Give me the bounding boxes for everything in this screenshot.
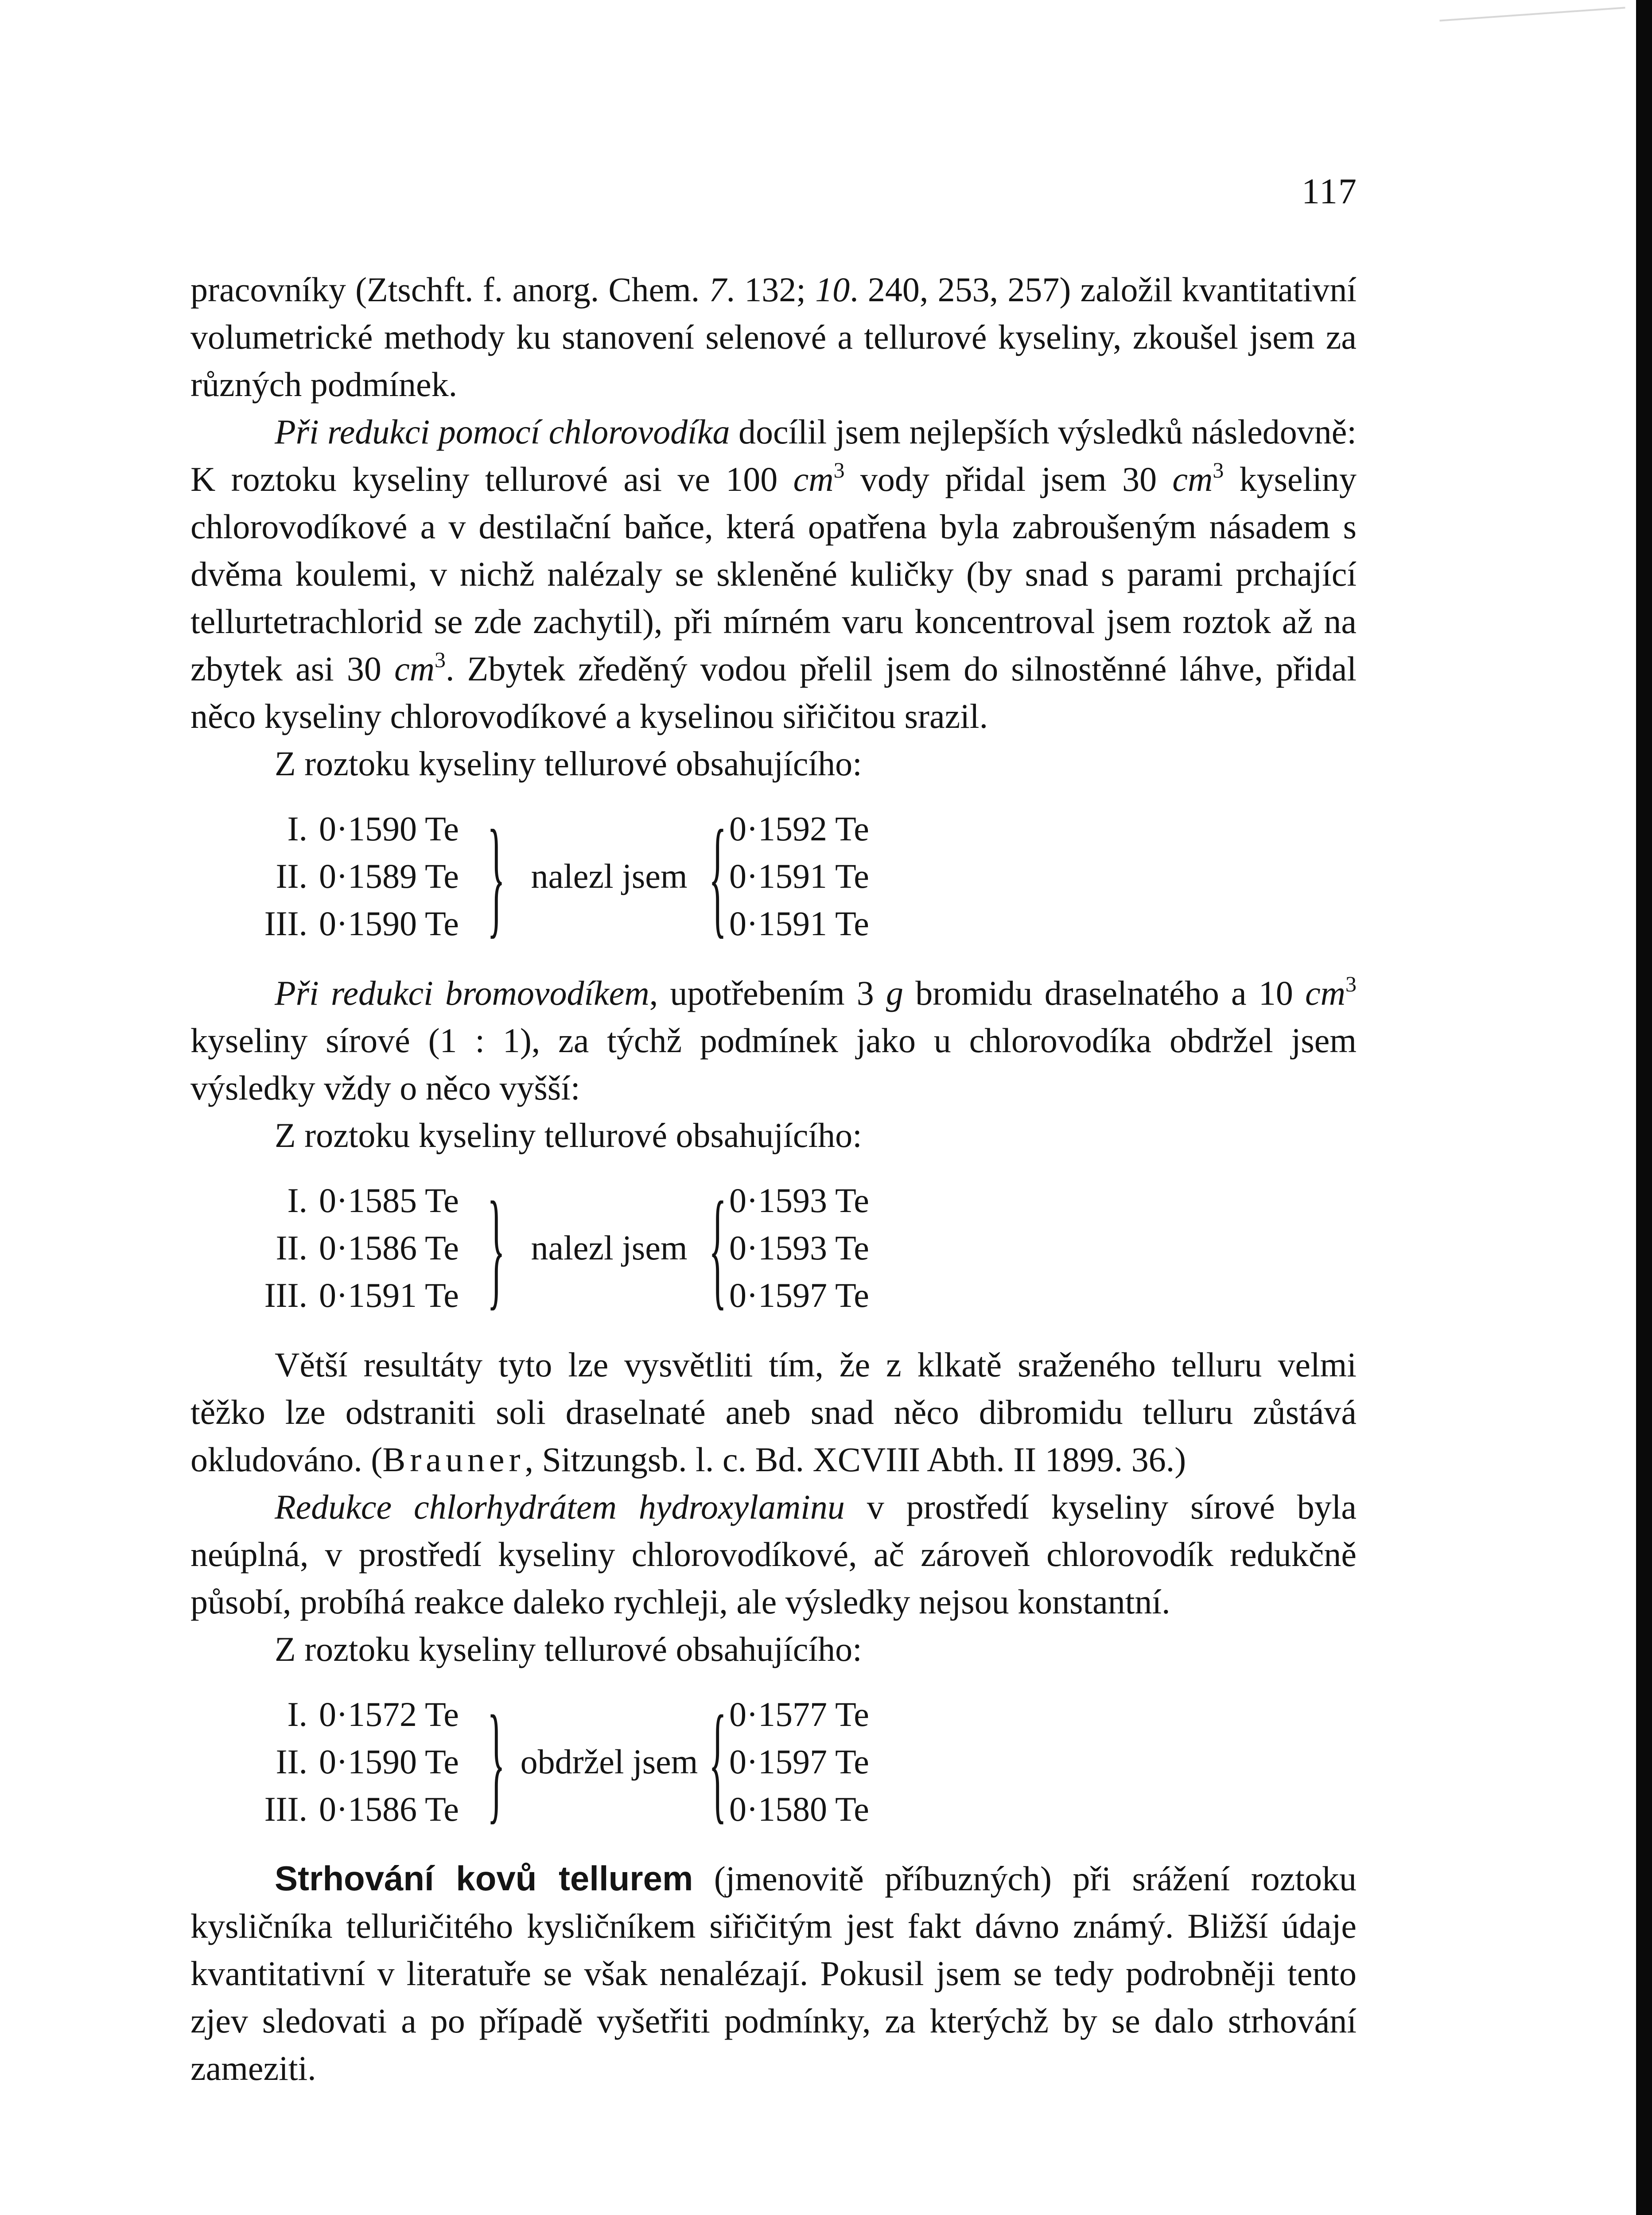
table-phrase: nalezl jsem <box>531 1228 688 1267</box>
left-brace: { <box>708 1174 727 1321</box>
row-label: III. <box>264 1790 307 1828</box>
found-value: 0·1593 Te <box>729 1228 869 1267</box>
row-label: I. <box>287 1181 307 1220</box>
found-value: 0·1597 Te <box>729 1276 869 1314</box>
row-label: I. <box>287 1695 307 1733</box>
given-value: 0·1590 Te <box>319 904 459 943</box>
author-name: Brauner <box>382 1440 525 1479</box>
results-table-2 <box>190 1174 1357 1321</box>
section-lead: Při redukci bromovodíkem <box>275 974 649 1012</box>
table-intro-1: Z roztoku kyseliny tellurové obsahujícího: <box>275 744 862 783</box>
right-brace: } <box>487 1688 505 1835</box>
row-label: II. <box>276 1742 307 1781</box>
table-intro-2: Z roztoku kyseliny tellurové obsahujícího: <box>275 1116 862 1154</box>
paragraph-coprecipitation: Strhování kovů tellurem (jmenovitě příbuzných) při srážení roztoku kysličníka telluričitého kysličníkem siřičitým jest fakt dávno známý. Bližší údaje kvantitativní v literatuře se však nenalézají. Pokusil jsem se tedy podrobněji tento zjev sledovati a po případě vyšetřiti podmínky, za kterýchž by se dalo strhování zameziti. <box>190 1859 1357 2087</box>
table-phrase: obdržel jsem <box>520 1742 698 1781</box>
given-value: 0·1591 Te <box>319 1276 459 1314</box>
paragraph-hcl-reduction: Při redukci pomocí chlorovodíka docílil jsem nejlepších výsledků následovně: K roztoku kyseliny tellurové asi ve 100 $cm^3$ vody přidal jsem 30 $cm^3$ kyseliny chlorovodíkové a v destilační baňce, která opatřena byla zabroušeným násadem s dvěma koulemi, v nichž nalézaly se skleněné kuličky (by snad s parami prchající tellurtetrachlorid se zde zachytil), při mírném varu koncentroval jsem roztok až na zbytek asi 30 $cm^3$. Zbytek zředěný vodou přelil jsem do silnostěnné láhve, přidal něco kyseliny chlorovodíkové a kyselinou siřičitou srazil. <box>190 412 1357 735</box>
row-label: II. <box>276 857 307 895</box>
row-label: I. <box>287 809 307 848</box>
scan-artifact <box>1439 7 1625 21</box>
paragraph-1: pracovníky (Ztschft. f. anorg. Chem. 7. 132; 10. 240, 253, 257) založil kvantitativní volumetrické methody ku stanovení selenové a tellurové kyseliny, zkoušel jsem za různých podmínek. <box>190 270 1357 404</box>
given-value: 0·1585 Te <box>319 1181 459 1220</box>
results-table-3 <box>190 1690 1357 1833</box>
given-value: 0·1590 Te <box>319 809 459 848</box>
results-table-1 <box>190 802 1357 950</box>
section-lead: Při redukci pomocí chlorovodíka <box>275 412 730 451</box>
table-phrase: nalezl jsem <box>531 857 688 895</box>
given-value: 0·1590 Te <box>319 1742 459 1781</box>
left-brace: { <box>708 802 727 950</box>
found-value: 0·1592 Te <box>729 809 869 848</box>
found-value: 0·1591 Te <box>729 904 869 943</box>
left-brace: { <box>708 1688 727 1835</box>
right-brace: } <box>487 1174 505 1321</box>
row-label: III. <box>264 1276 307 1314</box>
row-label: II. <box>276 1228 307 1267</box>
found-value: 0·1577 Te <box>729 1695 869 1733</box>
found-value: 0·1593 Te <box>729 1181 869 1220</box>
given-value: 0·1589 Te <box>319 857 459 895</box>
found-value: 0·1580 Te <box>729 1790 869 1828</box>
given-value: 0·1586 Te <box>319 1790 459 1828</box>
table-intro-3: Z roztoku kyseliny tellurové obsahujícího: <box>275 1630 862 1668</box>
page-number: 117 <box>1302 171 1357 211</box>
section-heading: Strhování kovů tellurem <box>275 1859 693 1898</box>
scan-border-right <box>1636 0 1652 2215</box>
paragraph-hydroxylamine: Redukce chlorhydrátem hydroxylaminu v prostředí kyseliny sírové byla neúplná, v prostředí kyseliny chlorovodíkové, ač zároveň chlorovodík redukčně působí, probíhá reakce daleko rychleji, ale výsledky nejsou konstantní. <box>190 1488 1357 1621</box>
section-lead: Redukce chlorhydrátem hydroxylaminu <box>275 1488 845 1526</box>
page-body <box>190 266 1357 2092</box>
given-value: 0·1572 Te <box>319 1695 459 1733</box>
paragraph-hbr-reduction: Při redukci bromovodíkem, upotřebením 3 g bromidu draselnatého a 10 $cm^3$ kyseliny sírové (1 : 1), za týchž podmínek jako u chlorovodíka obdržel jsem výsledky vždy o něco vyšší: <box>190 971 1357 1107</box>
found-value: 0·1597 Te <box>729 1742 869 1781</box>
given-value: 0·1586 Te <box>319 1228 459 1267</box>
right-brace: } <box>487 802 505 950</box>
found-value: 0·1591 Te <box>729 857 869 895</box>
row-label: III. <box>264 904 307 943</box>
paragraph-explanation: Větší resultáty tyto lze vysvětliti tím, že z klkatě sraženého telluru velmi těžko lze odstraniti soli draselnaté aneb snad něco dibromidu telluru zůstává okludováno. (Brauner, Sitzungsb. l. c. Bd. XCVIII Abth. II 1899. 36.) <box>190 1345 1357 1479</box>
